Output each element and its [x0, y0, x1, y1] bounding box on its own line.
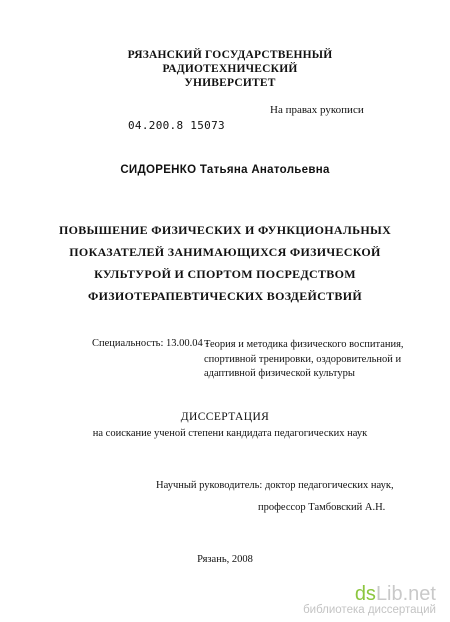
watermark	[303, 584, 436, 616]
degree-subtitle: на соискание ученой степени кандидата педагогических наук	[92, 428, 368, 439]
university-line-2: УНИВЕРСИТЕТ	[184, 77, 276, 89]
specialty-description	[204, 338, 424, 382]
university-name	[60, 48, 400, 90]
specialty-line: адаптивной физической культуры	[204, 368, 355, 379]
place-and-year: Рязань, 2008	[197, 554, 253, 565]
university-line-1: РЯЗАНСКИЙ ГОСУДАРСТВЕННЫЙ РАДИОТЕХНИЧЕСКИЙ	[127, 49, 333, 75]
dissertation-title	[30, 219, 420, 307]
title-line: ПОВЫШЕНИЕ ФИЗИЧЕСКИХ И ФУНКЦИОНАЛЬНЫХ	[58, 223, 392, 237]
watermark-logo	[303, 584, 436, 604]
advisor-name: профессор Тамбовский А.Н.	[258, 502, 386, 513]
specialty-line: Теория и методика физического воспитания,	[204, 339, 404, 350]
dissertation-heading: ДИССЕРТАЦИЯ	[180, 411, 270, 423]
title-line: ФИЗИОТЕРАПЕВТИЧЕСКИХ ВОЗДЕЙСТВИЙ	[88, 289, 362, 303]
title-line: КУЛЬТУРОЙ И СПОРТОМ ПОСРЕДСТВОМ	[94, 267, 356, 281]
watermark-logo-gray: Lib.net	[375, 583, 436, 605]
author-name: СИДОРЕНКО Татьяна Анатольевна	[120, 164, 330, 176]
title-line: ПОКАЗАТЕЛЕЙ ЗАНИМАЮЩИХСЯ ФИЗИЧЕСКОЙ	[69, 245, 381, 259]
registration-code: 04.200.8 15073	[128, 119, 225, 132]
specialty-label: Специальность: 13.00.04 -	[92, 338, 209, 349]
advisor-label: Научный руководитель: доктор педагогических наук,	[156, 480, 394, 491]
manuscript-note: На правах рукописи	[270, 104, 364, 116]
watermark-subtitle: библиотека диссертаций	[303, 604, 436, 616]
specialty-line: спортивной тренировки, оздоровительной и	[204, 353, 402, 365]
watermark-logo-green: ds	[354, 583, 376, 605]
